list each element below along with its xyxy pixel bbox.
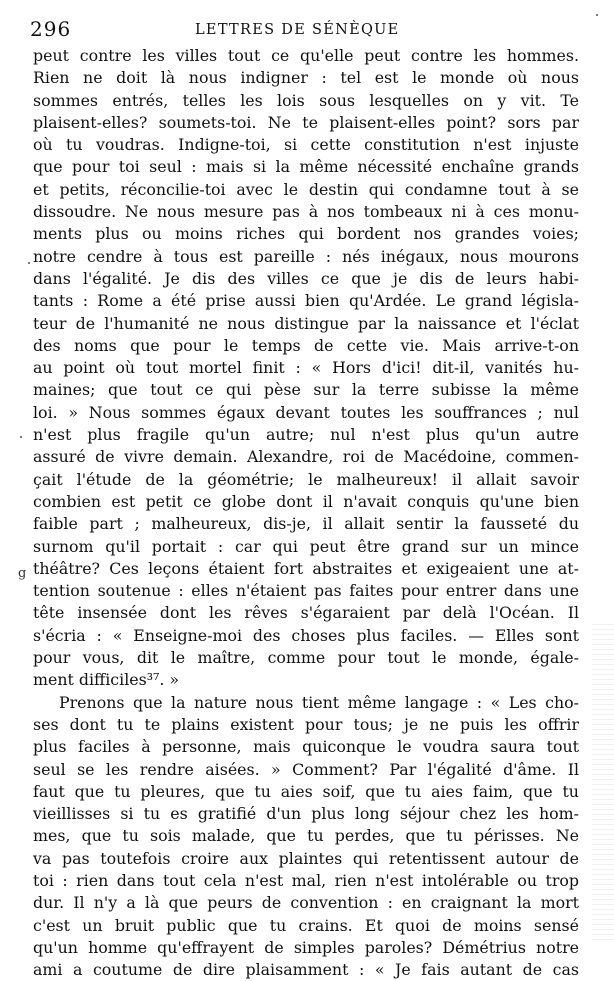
- ink-speck: [596, 14, 598, 16]
- text-line: assuré de vivre demain. Alexandre, roi de Macédoine, commen-: [33, 447, 579, 467]
- text-line: dur. Il n'y a là que peurs de convention : en craignant la mort: [33, 893, 579, 913]
- text-line: s'écria : « Enseigne-moi des choses plus faciles. — Elles sont: [33, 625, 579, 645]
- text-line: mes, que tu sois malade, que tu perdes, que tu périsses. Ne: [33, 826, 579, 846]
- text-line: va pas toutefois croire aux plaintes qui retentissent autour de: [33, 848, 579, 868]
- text-line: tête insensée dont les rêves s'égaraient par delà l'Océan. Il: [33, 603, 579, 623]
- text-line: ses dont tu te plains existent pour tous; je ne puis les offrir: [33, 714, 579, 734]
- ink-speck: [28, 262, 30, 264]
- margin-mark: g: [18, 566, 27, 581]
- text-line: dans l'égalité. Je dis des villes ce que je dis de leurs habi-: [33, 268, 579, 288]
- text-line: toi : rien dans tout cela n'est mal, rien n'est intolérable ou trop: [33, 870, 579, 890]
- page-number: 296: [30, 17, 72, 41]
- ink-speck: [20, 436, 22, 438]
- text-line: tention soutenue : elles n'étaient pas faites pour entrer dans une: [33, 581, 579, 601]
- text-line: çait l'étude de la géométrie; le malheureux! il allait savoir: [33, 469, 579, 489]
- text-line: et petits, réconcilie-toi avec le destin qui condamne tout à se: [33, 179, 579, 199]
- text-line: n'est plus fragile qu'un autre; nul n'est plus qu'un autre: [33, 425, 579, 445]
- text-line: vieillisses si tu es gratifié d'un plus long séjour chez les hom-: [33, 804, 579, 824]
- text-line: dissoudre. Ne nous mesure pas à nos tombeaux ni à ces monu-: [33, 202, 579, 222]
- text-line: plus faciles à personne, mais quiconque le voudra saura tout: [33, 737, 579, 757]
- text-line: Prenons que la nature nous tient même langage : « Les cho-: [59, 692, 579, 712]
- text-line: Rien ne doit là nous indigner : tel est le monde où nous: [33, 68, 579, 88]
- text-line: loi. » Nous sommes égaux devant toutes les souffrances ; nul: [33, 402, 579, 422]
- text-line: qu'un homme qu'effrayent de simples paroles? Démétrius notre: [33, 937, 579, 957]
- text-line: notre cendre à tous est pareille : nés inégaux, nous mourons: [33, 246, 579, 266]
- text-line: faut que tu pleures, que tu aies soif, que tu aies faim, que tu: [33, 781, 579, 801]
- text-line: des noms que pour le temps de cette vie. Mais arrive-t-on: [33, 335, 579, 355]
- text-line: combien est petit ce globe dont il n'avait conquis qu'une bien: [33, 491, 579, 511]
- text-line: surnom qu'il portait : car qui peut être grand sur un mince: [33, 536, 579, 556]
- text-line: plaisent-elles? soumets-toi. Ne te plaisent-elles point? sors par: [33, 112, 579, 132]
- text-line: que pour toi seul : mais si la même nécessité enchaîne grands: [33, 157, 579, 177]
- page-header: [30, 10, 600, 44]
- text-line: pour vous, dit le maître, comme pour tout le monde, égale-: [33, 648, 579, 668]
- text-line: au point où tout mortel finit : « Hors d'ici! dit-il, vanités hu-: [33, 358, 579, 378]
- body-text: [33, 45, 579, 981]
- text-line: théâtre? Ces leçons étaient fort abstraites et exigeaient une at-: [33, 558, 579, 578]
- text-line: sommes entrés, telles les lois sous lesquelles on y vit. Te: [33, 90, 579, 110]
- text-line: tants : Rome a été prise aussi bien qu'Ardée. Le grand législa-: [33, 291, 579, 311]
- text-line: ami a coutume de dire plaisamment : « Je fais autant de cas: [33, 960, 579, 980]
- text-line: ment difficiles³⁷. »: [33, 670, 180, 690]
- text-line: c'est un bruit public que tu crains. Et quoi de moins sensé: [33, 915, 579, 935]
- running-head: LETTRES DE SÉNÈQUE: [195, 22, 400, 38]
- text-line: peut contre les villes tout ce qu'elle peut contre les hommes.: [33, 46, 579, 65]
- text-line: où tu voudras. Indigne-toi, si cette constitution n'est injuste: [33, 135, 579, 155]
- text-line: seul se les rendre aisées. » Comment? Par l'égalité d'âme. Il: [33, 759, 579, 779]
- page-edge-noise: [592, 620, 614, 940]
- text-line: teur de l'humanité ne nous distingue par la naissance et l'éclat: [33, 313, 579, 333]
- text-line: faible part ; malheureux, dis-je, il allait sentir la fausseté du: [33, 514, 579, 534]
- text-line: maines; que tout ce qui pèse sur la terre subisse la même: [33, 380, 579, 400]
- text-line: ments plus ou moins riches qui bordent nos grandes voies;: [33, 224, 579, 244]
